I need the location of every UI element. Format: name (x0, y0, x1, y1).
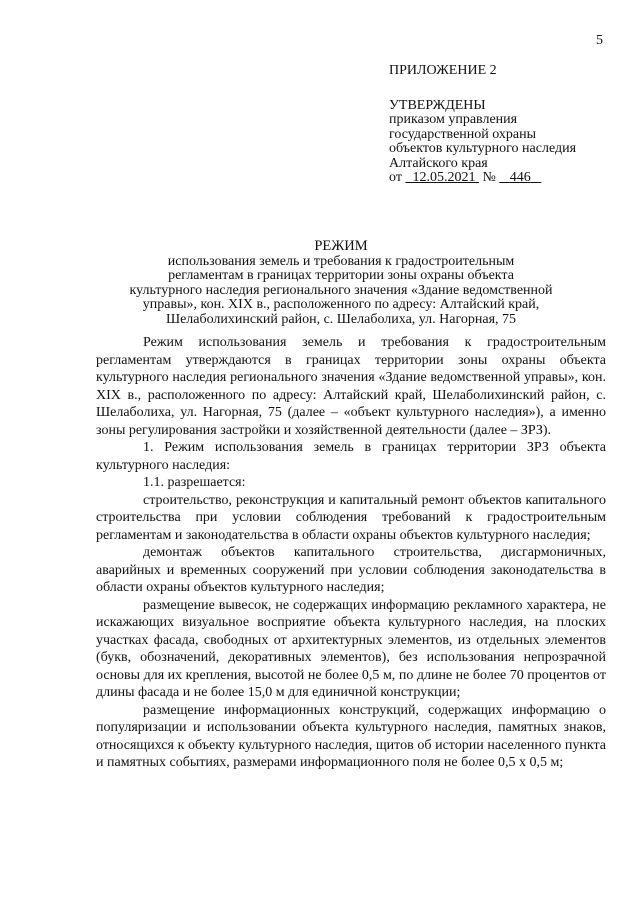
approval-date-line (389, 171, 629, 186)
paragraph: 1.1. разрешается: (143, 475, 246, 490)
page-number: 5 (596, 33, 603, 48)
paragraph: размещение вывесок, не содержащих информацию рекламного характера, не искажающих визуальное восприятие объекта культурного наследия, на плоских участках фасада, свободных от архитектурных элементов, из отдельных элементов (букв, обозначений, декоративных элементов), без использования непрозрачной основы для их крепления, высотой не более 0,5 м, по длине не более 70 процентов от длины фасада и не более 15,0 м для единичной конструкции; (96, 597, 606, 700)
paragraph: демонтаж объектов капитального строительства, дисгармоничных, аварийных и временных сооружений при условии соблюдения законодательства в области охраны объектов культурного наследия; (96, 545, 606, 595)
number-label: № (482, 170, 496, 185)
approval-line: Алтайского края (389, 155, 488, 171)
title-line: регламентам в границах территории зоны охраны объекта (168, 268, 514, 283)
paragraph: 1. Режим использования земель в границах территории ЗРЗ объекта культурного наследия: (96, 440, 606, 473)
paragraph: строительство, реконструкция и капитальный ремонт объектов капитального строительства при условии соблюдения требований к градостроительным регламентам и законодательства в области охраны объектов культурного наследия; (96, 492, 606, 543)
approval-line: приказом управления (389, 112, 518, 127)
document-title (96, 239, 586, 327)
title-line: использования земель и требования к градостроительным (167, 253, 515, 269)
approved-heading: УТВЕРЖДЕНЫ (389, 97, 486, 113)
title-main: РЕЖИМ (314, 238, 368, 254)
title-line: культурного наследия регионального значения «Здание ведомственной (129, 282, 553, 298)
appendix-heading: ПРИЛОЖЕНИЕ 2 (389, 63, 497, 78)
approval-number: 446 (509, 170, 531, 185)
approval-line: объектов культурного наследия (389, 141, 577, 156)
approval-date: 12.05.2021 (412, 170, 476, 185)
approval-line: государственной охраны (389, 126, 537, 142)
title-line: управы», кон. XIX в., расположенного по адресу: Алтайский край, (142, 297, 540, 312)
paragraph: размещение информационных конструкций, содержащих информацию о популяризации и использовании объекта культурного наследия, памятных знаков, относящихся к объекту культурного наследия, щитов об истории населенного пункта и памятных событиях, размерами информационного поля не более 0,5 х 0,5 м; (96, 702, 606, 770)
from-label: от (389, 170, 402, 185)
approval-block (389, 64, 629, 186)
document-body (96, 334, 606, 772)
paragraph: Режим использования земель и требования к градостроительным регламентам утверждаются в границах территории зоны охраны объекта культурного наследия регионального значения «Здание ведомственной управы», кон. XIX в., расположенного по адресу: Алтайский край, Шелаболихинский район, с. Шелаболиха, ул. Нагорная, 75 (далее – «объект культурного наследия»), а именно зоны регулирования застройки и хозяйственной деятельности (далее – ЗРЗ). (96, 335, 606, 438)
title-line: Шелаболихинский район, с. Шелаболиха, ул. Нагорная, 75 (165, 311, 517, 327)
